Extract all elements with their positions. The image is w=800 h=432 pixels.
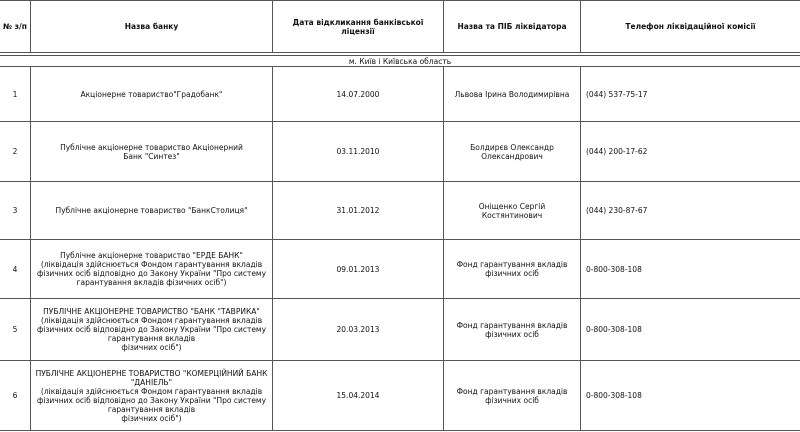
cell-num: 6	[0, 361, 31, 431]
cell-revocation-date: 31.01.2012	[273, 182, 444, 240]
cell-liquidator-line: фізичних осіб	[485, 269, 539, 278]
cell-bank-name	[31, 240, 273, 299]
cell-revocation-date: 14.07.2000	[273, 67, 444, 122]
cell-phone: (044) 200-17-62	[581, 122, 800, 182]
cell-liquidator-line: Фонд гарантування вкладів	[456, 320, 568, 330]
cell-num: 5	[0, 299, 31, 361]
cell-bank-name	[31, 67, 273, 122]
header-phone: Телефон ліквідаційної комісії	[581, 1, 800, 53]
cell-liquidator-line: Львова Ірина Володимирівна	[454, 89, 570, 99]
cell-revocation-date: 03.11.2010	[273, 122, 444, 182]
region-label: м. Київ і Київська область	[0, 56, 800, 67]
cell-liquidator-line: Болдирєв Олександр	[470, 142, 554, 152]
cell-liquidator	[444, 240, 581, 299]
cell-bank-name	[31, 182, 273, 240]
cell-num: 3	[0, 182, 31, 240]
table-row	[0, 182, 800, 240]
cell-phone: 0-800-308-108	[581, 299, 800, 361]
cell-num: 4	[0, 240, 31, 299]
cell-bank-name-line: фізичних осіб відповідно до Закону України "Про систему	[36, 269, 267, 278]
cell-phone: (044) 230-87-67	[581, 182, 800, 240]
cell-revocation-date: 20.03.2013	[273, 299, 444, 361]
cell-bank-name-line: (ліквідація здійснюється Фондом гарантування вкладів	[40, 316, 263, 325]
region-row	[0, 56, 800, 67]
cell-bank-name-line: (ліквідація здійснюється Фондом гарантування вкладів	[40, 386, 263, 396]
cell-bank-name-line: "ДАНІЕЛЬ"	[130, 377, 173, 387]
cell-liquidator-line: фізичних осіб	[485, 329, 539, 339]
cell-num: 1	[0, 67, 31, 122]
cell-liquidator	[444, 67, 581, 122]
cell-revocation-date: 15.04.2014	[273, 361, 444, 431]
cell-bank-name-line: Публічне акціонерне товариство "ЕРДЕ БАНК"	[60, 251, 243, 260]
header-revocation-date: Дата відкликання банківської ліцензії	[273, 1, 444, 53]
cell-liquidator-line: Оніщенко Сергій	[478, 201, 546, 211]
cell-bank-name-line: фізичних осіб відповідно до Закону України "Про систему	[36, 325, 267, 334]
cell-bank-name-line: Банк "Синтез"	[123, 151, 180, 161]
header-liquidator: Назва та ПІБ ліквідатора	[444, 1, 581, 53]
cell-phone: 0-800-308-108	[581, 361, 800, 431]
cell-bank-name	[31, 361, 273, 431]
cell-bank-name	[31, 122, 273, 182]
header-bank-name: Назва банку	[31, 1, 273, 53]
cell-liquidator	[444, 299, 581, 361]
table-row	[0, 299, 800, 361]
header-num: № з/п	[0, 1, 31, 53]
table-row	[0, 361, 800, 431]
cell-bank-name-line: (ліквідація здійснюється Фондом гарантування вкладів	[40, 260, 263, 269]
cell-liquidator-line: Костянтинович	[481, 210, 543, 220]
cell-liquidator	[444, 122, 581, 182]
cell-phone: 0-800-308-108	[581, 240, 800, 299]
cell-liquidator-line: фізичних осіб	[485, 395, 539, 405]
table-row	[0, 240, 800, 299]
cell-liquidator-line: Фонд гарантування вкладів	[456, 260, 568, 269]
cell-bank-name-line: Акціонерне товариство"Градобанк"	[80, 89, 223, 99]
cell-bank-name-line: фізичних осіб відповідно до Закону України "Про систему	[36, 395, 267, 405]
header-row	[0, 1, 800, 53]
cell-bank-name-line: ПУБЛІЧНЕ АКЦІОНЕРНЕ ТОВАРИСТВО "КОМЕРЦІЙНИЙ БАНК	[35, 368, 268, 378]
cell-phone: (044) 537-75-17	[581, 67, 800, 122]
cell-liquidator-line: Фонд гарантування вкладів	[456, 386, 568, 396]
cell-liquidator	[444, 182, 581, 240]
cell-bank-name-line: гарантування вкладів	[107, 404, 196, 414]
cell-bank-name-line: Публічне акціонерне товариство "БанкСтолиця"	[55, 206, 248, 215]
cell-revocation-date: 09.01.2013	[273, 240, 444, 299]
cell-bank-name-line: гарантування вкладів фізичних осіб")	[76, 278, 227, 287]
cell-bank-name-line: Публічне акціонерне товариство Акціонерний	[60, 142, 243, 152]
table-row	[0, 122, 800, 182]
cell-num: 2	[0, 122, 31, 182]
cell-bank-name-line: гарантування вкладів	[107, 334, 196, 343]
cell-bank-name-line: ПУБЛІЧНЕ АКЦІОНЕРНЕ ТОВАРИСТВО "БАНК "ТАВРИКА"	[43, 307, 260, 316]
table-row	[0, 67, 800, 122]
cell-bank-name-line: фізичних осіб")	[121, 343, 182, 352]
cell-liquidator	[444, 361, 581, 431]
cell-bank-name	[31, 299, 273, 361]
cell-liquidator-line: Олександрович	[481, 151, 543, 161]
cell-bank-name-line: фізичних осіб")	[121, 413, 182, 423]
